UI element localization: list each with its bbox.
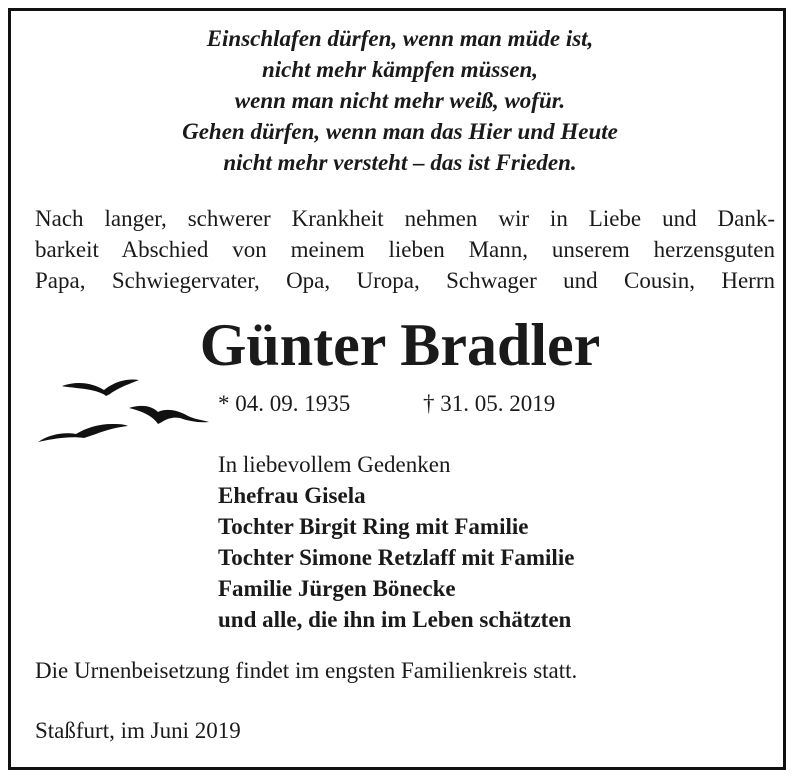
memorial-poem [0, 23, 800, 178]
mourners-heading: In liebevollem Gedenken [218, 452, 451, 477]
announcement-line: barkeit Abschied von meinem lieben Mann, unserem herzensguten [35, 237, 775, 262]
mourner-entry: Tochter Birgit Ring mit Familie [218, 514, 529, 539]
poem-line: nicht mehr kämpfen müssen, [261, 57, 539, 82]
burial-note: Die Urnenbeisetzung findet im engsten Familienkreis statt. [35, 658, 578, 683]
announcement-line: Nach langer, schwerer Krankheit nehmen wir in Liebe und Dank- [35, 206, 775, 231]
bird-icon [129, 406, 209, 424]
bird-icon [38, 424, 128, 442]
mourners-list [218, 449, 574, 635]
bird-icon [62, 379, 139, 396]
announcement-text [35, 203, 775, 296]
death-date: † 31. 05. 2019 [423, 391, 556, 416]
mourner-entry: Tochter Simone Retzlaff mit Familie [218, 545, 575, 570]
poem-line: Einschlafen dürfen, wenn man müde ist, [206, 26, 594, 51]
announcement-line: Papa, Schwiegervater, Opa, Uropa, Schwager und Cousin, Herrn [35, 268, 775, 293]
flying-birds-icon [34, 372, 214, 450]
birth-date: * 04. 09. 1935 [218, 391, 351, 416]
poem-line: wenn man nicht mehr weiß, wofür. [234, 88, 566, 113]
poem-line: Gehen dürfen, wenn man das Hier und Heute [182, 119, 618, 144]
deceased-name: Günter Bradler [199, 312, 601, 378]
mourner-entry: Familie Jürgen Bönecke [218, 576, 456, 601]
mourner-entry: Ehefrau Gisela [218, 483, 366, 508]
place-and-date: Staßfurt, im Juni 2019 [35, 718, 241, 743]
mourner-entry: und alle, die ihn im Leben schätzten [218, 607, 572, 632]
poem-line: nicht mehr versteht – das ist Frieden. [223, 150, 577, 175]
